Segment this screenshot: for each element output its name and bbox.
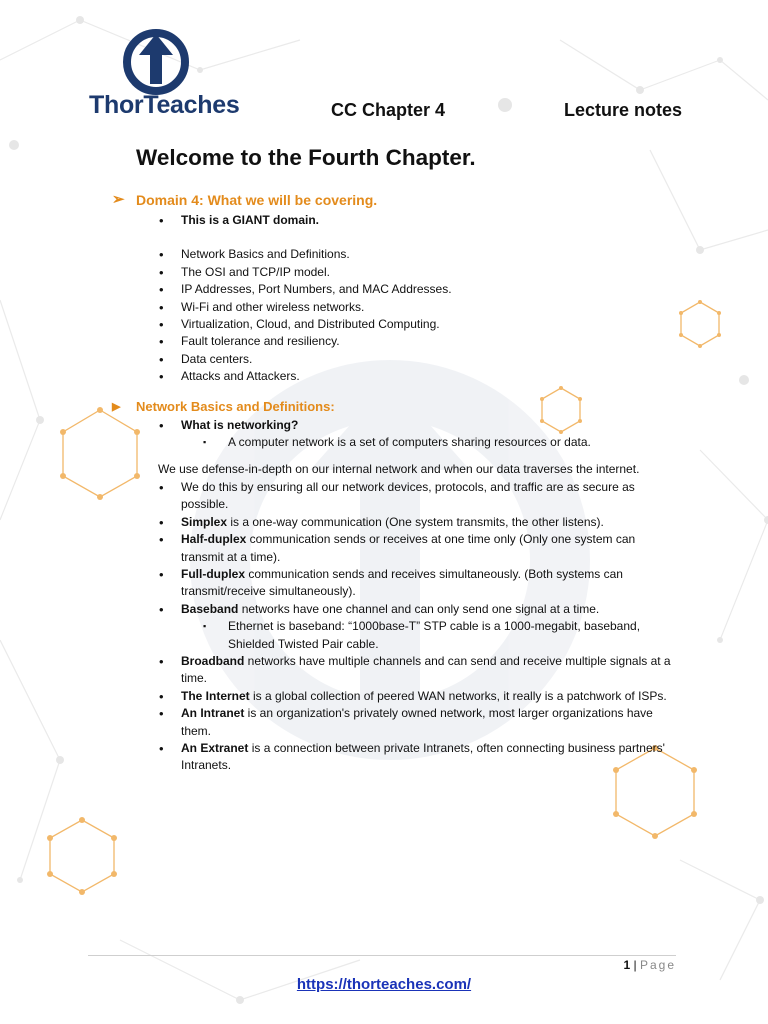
definition: is a connection between private Intranets, often connecting business partners' Intranets. xyxy=(181,740,665,773)
definition: is an organization's privately owned network, most larger organizations have them. xyxy=(181,706,653,738)
definition: communication sends or receives at one time only (Only one system can transmit at a time). xyxy=(181,532,636,564)
page-number-value: 1 xyxy=(623,958,631,972)
term: Half-duplex xyxy=(181,532,247,547)
definition: is a global collection of peered WAN networks, it really is a patchwork of ISPs. xyxy=(249,688,667,703)
sub-list-item: ▪ Ethernet is baseband: “1000base-T” STP cable is a 1000-megabit, baseband, Shielded Twisted Pair cable. xyxy=(112,618,672,653)
list-item xyxy=(112,531,672,566)
section-heading-network-basics xyxy=(112,397,672,417)
list-item: • Data centers. xyxy=(112,351,672,368)
arrow-bullet-icon: ➢ xyxy=(112,191,125,208)
list-item: • Fault tolerance and resiliency. xyxy=(112,333,672,350)
page-title: Welcome to the Fourth Chapter. xyxy=(136,145,476,170)
page-separator: | xyxy=(630,958,640,972)
definition: is a one-way communication (One system transmits, the other listens). xyxy=(227,514,604,529)
list-item xyxy=(112,566,672,601)
defense-paragraph: We use defense-in-depth on our internal network and when our data traverses the internet. xyxy=(158,462,640,477)
chapter-label: CC Chapter 4 xyxy=(331,100,446,120)
term: Baseband xyxy=(181,601,239,616)
list-item: • The OSI and TCP/IP model. xyxy=(112,264,672,281)
list-item: • Attacks and Attackers. xyxy=(112,368,672,385)
networking-question-list xyxy=(112,417,672,452)
list-item xyxy=(112,705,672,740)
section-heading-domain4 xyxy=(112,190,672,212)
sub-list xyxy=(181,618,672,653)
definition: communication sends and receives simultaneously. (Both systems can transmit/receive simultaneously). xyxy=(181,566,623,599)
spacer xyxy=(112,229,672,246)
page-number xyxy=(623,958,676,972)
list-item: • Wi-Fi and other wireless networks. xyxy=(112,299,672,316)
topics-list xyxy=(112,246,672,385)
definition: networks have multiple channels and can send and receive multiple signals at a time. xyxy=(181,653,671,686)
term: An Extranet xyxy=(181,740,249,755)
term: Simplex xyxy=(181,514,228,529)
sub-list-item: ▪ A computer network is a set of computers sharing resources or data. xyxy=(112,434,672,451)
thorteaches-logo-icon xyxy=(118,26,194,96)
domain-intro-list xyxy=(112,212,672,229)
list-item: • We do this by ensuring all our network devices, protocols, and traffic are as secure as possible. xyxy=(112,479,672,514)
document-body xyxy=(112,190,672,775)
giant-domain-text: This is a GIANT domain. xyxy=(181,213,320,227)
lecture-notes-label: Lecture notes xyxy=(564,100,683,120)
question-text: What is networking? xyxy=(181,417,299,432)
list-item xyxy=(112,514,672,531)
section-heading-text: Domain 4: What we will be covering. xyxy=(136,192,378,208)
arrow-bullet-icon: ▶ xyxy=(112,400,121,413)
sub-list xyxy=(181,434,672,451)
list-item: • IP Addresses, Port Numbers, and MAC Addresses. xyxy=(112,281,672,298)
term: Full-duplex xyxy=(181,566,245,581)
term: The Internet xyxy=(181,688,250,703)
list-item: • Network Basics and Definitions. xyxy=(112,246,672,263)
list-item xyxy=(112,688,672,705)
list-item xyxy=(112,417,672,452)
brand-name: ThorTeaches xyxy=(89,91,240,119)
list-item xyxy=(112,740,672,775)
term: Broadband xyxy=(181,653,245,668)
list-item xyxy=(112,653,672,688)
term: An Intranet xyxy=(181,706,245,721)
page-word: Page xyxy=(639,958,676,972)
footer-url-link[interactable]: https://thorteaches.com/ xyxy=(296,976,472,993)
list-item: • Virtualization, Cloud, and Distributed Computing. xyxy=(112,316,672,333)
section-heading-text: Network Basics and Definitions: xyxy=(136,398,335,414)
footer-divider xyxy=(88,955,676,956)
definition: networks have one channel and can only send one signal at a time. xyxy=(238,601,600,616)
definitions-list xyxy=(112,479,672,775)
list-item xyxy=(112,601,672,653)
list-item xyxy=(112,212,672,229)
